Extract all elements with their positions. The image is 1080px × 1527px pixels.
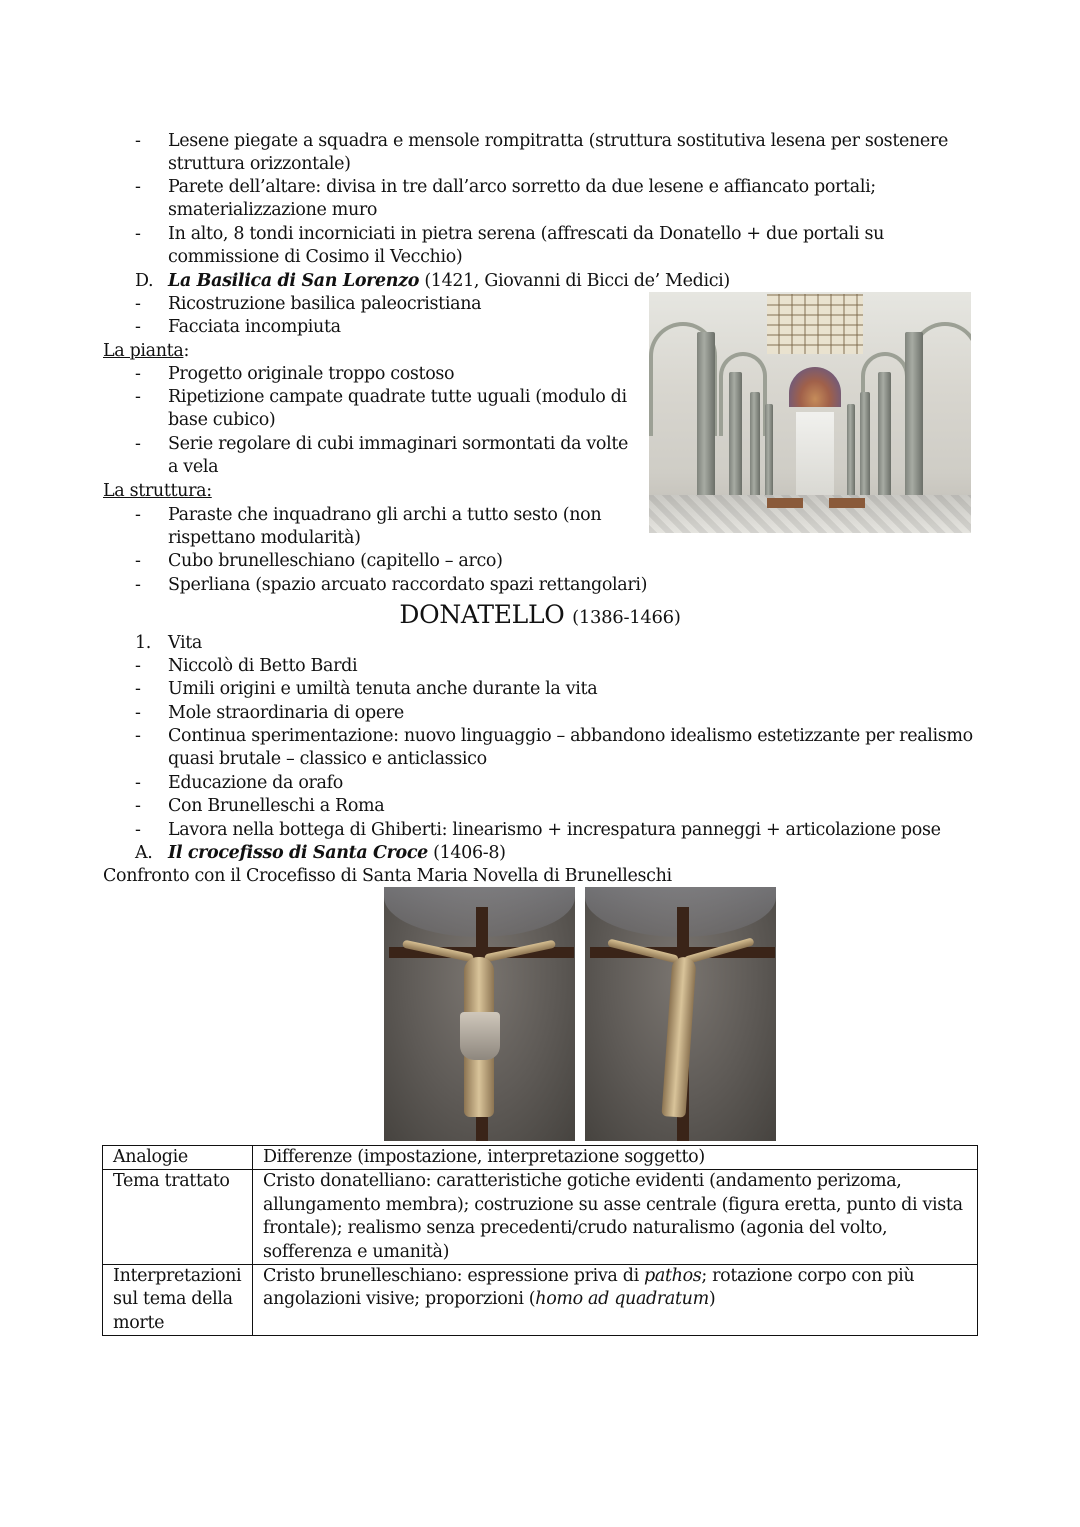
basilica-san-lorenzo-photo bbox=[649, 292, 971, 533]
table-row bbox=[103, 1265, 978, 1336]
crucifix-brunelleschi-photo bbox=[585, 887, 776, 1141]
table-cell: Interpretazioni sul tema della morte bbox=[103, 1265, 253, 1336]
subheading-pianta: La pianta: bbox=[103, 341, 189, 361]
table-header-row bbox=[103, 1146, 978, 1170]
comparison-note: Confronto con il Crocefisso di Santa Maria Novella di Brunelleschi bbox=[103, 866, 672, 886]
subheading-struttura: La struttura: bbox=[103, 481, 212, 501]
section-title: La Basilica di San Lorenzo bbox=[168, 271, 420, 291]
table-row bbox=[103, 1170, 978, 1265]
comparison-table bbox=[102, 1145, 978, 1336]
crucifix-donatello-photo bbox=[384, 887, 575, 1141]
table-cell: Cristo brunelleschiano: espressione priva di pathos; rotazione corpo con più angolazioni visive; proporzioni (homo ad quadratum) bbox=[253, 1265, 978, 1336]
table-header-cell: Analogie bbox=[103, 1146, 253, 1170]
table-cell: Cristo donatelliano: caratteristiche gotiche evidenti (andamento perizoma, allungamento membra); costruzione su asse centrale (figura eretta, punto di vista frontale); realismo senza precedenti/crudo naturalismo (agonia del volto, sofferenza e umanità) bbox=[253, 1170, 978, 1265]
section-title: Il crocefisso di Santa Croce bbox=[168, 843, 428, 863]
table-header-cell: Differenze (impostazione, interpretazione soggetto) bbox=[253, 1146, 978, 1170]
table-cell: Tema trattato bbox=[103, 1170, 253, 1265]
document-page: - Lesene piegate a squadra e mensole rompitratta (struttura sostitutiva lesena per sostenere struttura orizzontale) - Parete dell’altare: divisa in tre dall’arco sorretto da due lesene e affiancato portali; smaterializzazione muro - In alto, 8 tondi incorniciati in pietra serena (affrescati da Donatello + due portali su commissione di Cosimo il Vecchio) D. La Basilica di San Lorenzo (1421, Giovanni di Bicci de’ Medici) - Ricostruzione basilica paleocristiana - Facciata incompiuta La pianta: - Progetto originale troppo costoso - Ripetizione campate quadrate tutte uguali (modulo di base cubico) - Serie regolare di cubi immaginari sormontati da volte a vela La struttura: - Paraste che inquadrano gli archi a tutto sesto (non rispettano modularità) - Cubo brunelleschiano (capitello – arco) - Sperliana (spazio arcuato raccordato spazi rettangolari) DONATELLO (1386-1466) 1. Vita - Niccolò di Betto Bardi - Umili origini e umiltà tenuta anche durante la vita - Mole straordinaria di opere - Continua sperimentazione: nuovo linguaggio – abbandono idealismo estetizzante per realismo quasi brutale – classico e anticlassico - Educazione da orafo - Con Brunelleschi a Roma - Lavora nella bottega di Ghiberti: linearismo + increspatura panneggi + articolazione pose A. Il crocefisso di Santa Croce (1406-8) Confronto con il Crocefisso di Santa Maria Novella di Brunelleschi Analogie Differenze (impostazione, interpretazione soggetto) Tema trattato Cristo donatelliano: caratteristiche gotiche evidenti (andamento perizoma, allungamento membra); costruzione su asse centrale (figura eretta, punto di vista frontale); realismo senza precedenti/crudo naturalismo (agonia del volto, sofferenza e umanità) Interpretazioni sul tema della morte Cristo brunelleschiano: espressione priva di pathos; rotazione corpo con più angolazioni visive; proporzioni (homo ad quadratum) bbox=[0, 0, 1080, 1527]
page-heading-donatello: DONATELLO (1386-1466) bbox=[399, 600, 681, 629]
